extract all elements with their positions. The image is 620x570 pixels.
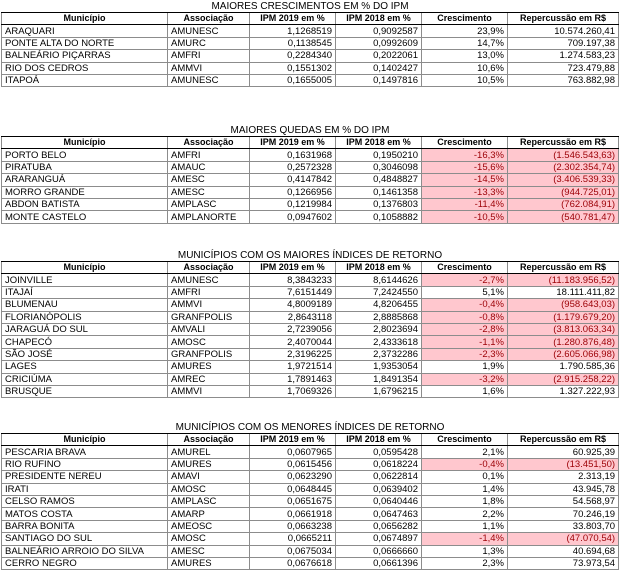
cell-repercussao[interactable]: (47.070,54) <box>508 533 619 545</box>
cell-ipm2019[interactable]: 1,7891463 <box>250 373 336 385</box>
table-row <box>2 483 619 495</box>
cell-repercussao[interactable]: (540.781,47) <box>508 211 619 223</box>
cell-associacao[interactable]: AMUNESC <box>168 25 250 37</box>
cell-repercussao[interactable]: 1.790.585,36 <box>508 361 619 373</box>
table-row <box>2 186 619 198</box>
cell-crescimento[interactable]: 5,1% <box>422 286 508 298</box>
cell-ipm2019[interactable]: 2,7239056 <box>250 323 336 335</box>
cell-associacao[interactable]: AMOSC <box>168 336 250 348</box>
cell-associacao[interactable]: GRANFPOLIS <box>168 348 250 360</box>
cell-ipm2018[interactable]: 0,2022061 <box>336 50 422 62</box>
cell-ipm2018[interactable]: 1,6796215 <box>336 385 422 397</box>
table-row <box>2 508 619 520</box>
cell-ipm2019[interactable]: 4,8009189 <box>250 299 336 311</box>
cell-municipio[interactable]: IRATI <box>2 483 168 495</box>
cell-crescimento[interactable]: -2,8% <box>422 323 508 335</box>
header-row <box>2 434 619 446</box>
cell-crescimento[interactable]: 2,3% <box>422 557 508 569</box>
cell-ipm2018[interactable]: 0,0661396 <box>336 557 422 569</box>
cell-ipm2018[interactable]: 4,8206455 <box>336 299 422 311</box>
table-row <box>2 471 619 483</box>
table-row <box>2 557 619 569</box>
table-row <box>2 373 619 385</box>
section-table-1 <box>1 0 619 87</box>
cell-municipio[interactable]: BALNEÁRIO ARROIO DO SILVA <box>2 545 168 557</box>
cell-associacao[interactable]: AMMVI <box>168 62 250 74</box>
cell-crescimento[interactable]: 23,9% <box>422 25 508 37</box>
cell-municipio[interactable]: ARAQUARI <box>2 25 168 37</box>
header-municipio: Município <box>2 137 168 149</box>
cell-crescimento[interactable]: -14,5% <box>422 174 508 186</box>
table-row <box>2 149 619 161</box>
cell-associacao[interactable]: AMESC <box>168 545 250 557</box>
section-table-3 <box>1 249 619 398</box>
table-row <box>2 211 619 223</box>
header-row <box>2 137 619 149</box>
cell-municipio[interactable]: SANTIAGO DO SUL <box>2 533 168 545</box>
table-row <box>2 348 619 360</box>
header-associacao: Associação <box>168 13 250 25</box>
cell-crescimento[interactable]: -11,4% <box>422 198 508 210</box>
header-ipm2018: IPM 2018 em % <box>336 434 422 446</box>
cell-ipm2019[interactable]: 0,0607965 <box>250 446 336 458</box>
cell-ipm2018[interactable]: 0,1950210 <box>336 149 422 161</box>
cell-municipio[interactable]: RIO DOS CEDROS <box>2 62 168 74</box>
header-crescimento: Crescimento <box>422 13 508 25</box>
cell-ipm2019[interactable]: 1,9721514 <box>250 361 336 373</box>
cell-ipm2018[interactable]: 0,0595428 <box>336 446 422 458</box>
table-row <box>2 174 619 186</box>
header-repercussao: Repercussão em R$ <box>508 434 619 446</box>
cell-ipm2019[interactable]: 0,0648445 <box>250 483 336 495</box>
cell-ipm2018[interactable]: 0,0639402 <box>336 483 422 495</box>
cell-municipio[interactable]: JARAGUÁ DO SUL <box>2 323 168 335</box>
header-ipm2018: IPM 2018 em % <box>336 137 422 149</box>
cell-ipm2019[interactable]: 0,0947602 <box>250 211 336 223</box>
table-row <box>2 545 619 557</box>
table-row <box>2 361 619 373</box>
cell-municipio[interactable]: ARARANGUÁ <box>2 174 168 186</box>
cell-municipio[interactable]: SÃO JOSÉ <box>2 348 168 360</box>
cell-ipm2019[interactable]: 8,3843233 <box>250 274 336 286</box>
table-row <box>2 286 619 298</box>
header-crescimento: Crescimento <box>422 137 508 149</box>
cell-ipm2018[interactable]: 2,3732286 <box>336 348 422 360</box>
cell-ipm2019[interactable]: 1,7069326 <box>250 385 336 397</box>
table-row <box>2 458 619 470</box>
cell-associacao[interactable]: AMVALI <box>168 323 250 335</box>
cell-associacao[interactable]: AMEOSC <box>168 520 250 532</box>
header-associacao: Associação <box>168 262 250 274</box>
cell-repercussao[interactable]: (1.179.679,20) <box>508 311 619 323</box>
section-title: MAIORES QUEDAS EM % DO IPM <box>2 124 619 137</box>
cell-ipm2018[interactable]: 2,8023694 <box>336 323 422 335</box>
cell-associacao[interactable]: AMPLASC <box>168 198 250 210</box>
cell-municipio[interactable]: FLORIANÓPOLIS <box>2 311 168 323</box>
cell-crescimento[interactable]: -15,6% <box>422 161 508 173</box>
cell-crescimento[interactable]: -1,4% <box>422 533 508 545</box>
table-row <box>2 62 619 74</box>
section-table-2 <box>1 124 619 224</box>
cell-municipio[interactable]: CELSO RAMOS <box>2 495 168 507</box>
cell-crescimento[interactable]: -3,2% <box>422 373 508 385</box>
cell-ipm2019[interactable]: 0,0675034 <box>250 545 336 557</box>
cell-associacao[interactable]: AMURES <box>168 458 250 470</box>
cell-municipio[interactable]: LAGES <box>2 361 168 373</box>
cell-ipm2018[interactable]: 1,9353054 <box>336 361 422 373</box>
cell-municipio[interactable]: PRESIDENTE NEREU <box>2 471 168 483</box>
cell-crescimento[interactable]: 1,6% <box>422 385 508 397</box>
cell-ipm2019[interactable]: 0,4147842 <box>250 174 336 186</box>
section-table-4 <box>1 421 619 570</box>
header-associacao: Associação <box>168 434 250 446</box>
cell-repercussao[interactable]: (944.725,01) <box>508 186 619 198</box>
cell-repercussao[interactable]: (13.451,50) <box>508 458 619 470</box>
cell-associacao[interactable]: AMFRI <box>168 50 250 62</box>
table-row <box>2 495 619 507</box>
cell-ipm2018[interactable]: 0,0992609 <box>336 37 422 49</box>
cell-crescimento[interactable]: -16,3% <box>422 149 508 161</box>
cell-ipm2018[interactable]: 0,9092587 <box>336 25 422 37</box>
cell-repercussao[interactable]: 1.327.222,93 <box>508 385 619 397</box>
cell-ipm2019[interactable]: 0,0623290 <box>250 471 336 483</box>
header-associacao: Associação <box>168 137 250 149</box>
cell-municipio[interactable]: BRUSQUE <box>2 385 168 397</box>
cell-ipm2019[interactable]: 1,1268519 <box>250 25 336 37</box>
cell-repercussao[interactable]: 43.945,78 <box>508 483 619 495</box>
table-row <box>2 336 619 348</box>
cell-repercussao[interactable]: (762.084,91) <box>508 198 619 210</box>
cell-repercussao[interactable]: 54.568,97 <box>508 495 619 507</box>
table-row <box>2 37 619 49</box>
cell-repercussao[interactable]: 1.274.583,23 <box>508 50 619 62</box>
cell-ipm2018[interactable]: 2,4333618 <box>336 336 422 348</box>
cell-associacao[interactable]: AMOSC <box>168 483 250 495</box>
cell-repercussao[interactable]: 10.574.260,41 <box>508 25 619 37</box>
cell-ipm2019[interactable]: 0,1138545 <box>250 37 336 49</box>
cell-associacao[interactable]: GRANFPOLIS <box>168 311 250 323</box>
cell-ipm2019[interactable]: 0,1655005 <box>250 74 336 86</box>
cell-repercussao[interactable]: 2.313,19 <box>508 471 619 483</box>
cell-ipm2018[interactable]: 0,0622814 <box>336 471 422 483</box>
cell-ipm2018[interactable]: 0,0674897 <box>336 533 422 545</box>
cell-associacao[interactable]: AMURES <box>168 557 250 569</box>
cell-municipio[interactable]: PIRATUBA <box>2 161 168 173</box>
header-crescimento: Crescimento <box>422 434 508 446</box>
cell-municipio[interactable]: ITAPOÁ <box>2 74 168 86</box>
cell-ipm2018[interactable]: 0,0647463 <box>336 508 422 520</box>
section-title: MUNICÍPIOS COM OS MENORES ÍNDICES DE RETORNO <box>2 421 619 434</box>
cell-municipio[interactable]: ITAJAÍ <box>2 286 168 298</box>
cell-municipio[interactable]: MONTE CASTELO <box>2 211 168 223</box>
cell-ipm2018[interactable]: 0,1497816 <box>336 74 422 86</box>
cell-ipm2018[interactable]: 7,2424550 <box>336 286 422 298</box>
table-row <box>2 520 619 532</box>
cell-ipm2018[interactable]: 0,0618224 <box>336 458 422 470</box>
cell-ipm2019[interactable]: 0,0651675 <box>250 495 336 507</box>
cell-repercussao[interactable]: (2.605.066,98) <box>508 348 619 360</box>
cell-crescimento[interactable]: -2,3% <box>422 348 508 360</box>
cell-municipio[interactable]: RIO RUFINO <box>2 458 168 470</box>
header-ipm2019: IPM 2019 em % <box>250 13 336 25</box>
cell-ipm2019[interactable]: 2,8643118 <box>250 311 336 323</box>
cell-crescimento[interactable]: 1,9% <box>422 361 508 373</box>
cell-crescimento[interactable]: 10,6% <box>422 62 508 74</box>
cell-ipm2018[interactable]: 0,3046098 <box>336 161 422 173</box>
cell-crescimento[interactable]: 1,3% <box>422 545 508 557</box>
cell-crescimento[interactable]: -0,4% <box>422 299 508 311</box>
section-title: MAIORES CRESCIMENTOS EM % DO IPM <box>2 0 619 13</box>
section-title: MUNICÍPIOS COM OS MAIORES ÍNDICES DE RETORNO <box>2 249 619 262</box>
header-municipio: Município <box>2 262 168 274</box>
cell-repercussao[interactable]: 60.925,39 <box>508 446 619 458</box>
cell-repercussao[interactable]: 723.479,88 <box>508 62 619 74</box>
table-row <box>2 25 619 37</box>
header-ipm2019: IPM 2019 em % <box>250 434 336 446</box>
cell-ipm2019[interactable]: 0,0615456 <box>250 458 336 470</box>
cell-ipm2018[interactable]: 0,1402427 <box>336 62 422 74</box>
header-crescimento: Crescimento <box>422 262 508 274</box>
cell-crescimento[interactable]: 1,8% <box>422 495 508 507</box>
cell-ipm2019[interactable]: 7,6151449 <box>250 286 336 298</box>
cell-ipm2019[interactable]: 0,0663238 <box>250 520 336 532</box>
cell-ipm2019[interactable]: 0,1631968 <box>250 149 336 161</box>
cell-associacao[interactable]: AMESC <box>168 174 250 186</box>
cell-ipm2019[interactable]: 0,0676618 <box>250 557 336 569</box>
cell-ipm2018[interactable]: 2,8885868 <box>336 311 422 323</box>
header-municipio: Município <box>2 434 168 446</box>
cell-associacao[interactable]: AMPLASC <box>168 495 250 507</box>
cell-crescimento[interactable]: 1,4% <box>422 483 508 495</box>
table-row <box>2 74 619 86</box>
cell-ipm2019[interactable]: 0,0661918 <box>250 508 336 520</box>
cell-ipm2019[interactable]: 2,4070044 <box>250 336 336 348</box>
table-row <box>2 385 619 397</box>
cell-repercussao[interactable]: 33.803,70 <box>508 520 619 532</box>
cell-crescimento[interactable]: -2,7% <box>422 274 508 286</box>
cell-repercussao[interactable]: (11.183.956,52) <box>508 274 619 286</box>
cell-repercussao[interactable]: (1.546.543,63) <box>508 149 619 161</box>
cell-municipio[interactable]: BALNEÁRIO PIÇARRAS <box>2 50 168 62</box>
table-row <box>2 161 619 173</box>
table-row <box>2 323 619 335</box>
cell-ipm2019[interactable]: 0,2572328 <box>250 161 336 173</box>
cell-repercussao[interactable]: (2.915.258,22) <box>508 373 619 385</box>
cell-crescimento[interactable]: -13,3% <box>422 186 508 198</box>
cell-ipm2019[interactable]: 0,1219984 <box>250 198 336 210</box>
cell-associacao[interactable]: AMURC <box>168 37 250 49</box>
cell-repercussao[interactable]: 40.694,68 <box>508 545 619 557</box>
cell-ipm2018[interactable]: 0,4848827 <box>336 174 422 186</box>
cell-associacao[interactable]: AMAVI <box>168 471 250 483</box>
cell-ipm2018[interactable]: 8,6144626 <box>336 274 422 286</box>
table-row <box>2 299 619 311</box>
cell-crescimento[interactable]: 10,5% <box>422 74 508 86</box>
cell-municipio[interactable]: BARRA BONITA <box>2 520 168 532</box>
cell-crescimento[interactable]: 2,2% <box>422 508 508 520</box>
cell-crescimento[interactable]: -0,8% <box>422 311 508 323</box>
cell-crescimento[interactable]: 2,1% <box>422 446 508 458</box>
cell-crescimento[interactable]: 14,7% <box>422 37 508 49</box>
cell-ipm2018[interactable]: 1,8491354 <box>336 373 422 385</box>
cell-ipm2018[interactable]: 0,0656282 <box>336 520 422 532</box>
cell-municipio[interactable]: PORTO BELO <box>2 149 168 161</box>
cell-municipio[interactable]: BLUMENAU <box>2 299 168 311</box>
cell-associacao[interactable]: AMURES <box>168 361 250 373</box>
cell-ipm2018[interactable]: 0,1461358 <box>336 186 422 198</box>
table-row <box>2 274 619 286</box>
cell-repercussao[interactable]: (2.302.354,74) <box>508 161 619 173</box>
cell-ipm2018[interactable]: 0,0640446 <box>336 495 422 507</box>
cell-crescimento[interactable]: -1,1% <box>422 336 508 348</box>
cell-associacao[interactable]: AMOSC <box>168 533 250 545</box>
cell-repercussao[interactable]: 70.246,19 <box>508 508 619 520</box>
header-ipm2019: IPM 2019 em % <box>250 262 336 274</box>
cell-crescimento[interactable]: 0,1% <box>422 471 508 483</box>
cell-municipio[interactable]: PONTE ALTA DO NORTE <box>2 37 168 49</box>
header-repercussao: Repercussão em R$ <box>508 137 619 149</box>
cell-municipio[interactable]: JOINVILLE <box>2 274 168 286</box>
cell-ipm2018[interactable]: 0,1376803 <box>336 198 422 210</box>
table-row <box>2 533 619 545</box>
cell-associacao[interactable]: AMUNESC <box>168 74 250 86</box>
cell-repercussao[interactable]: (1.280.876,48) <box>508 336 619 348</box>
cell-crescimento[interactable]: -10,5% <box>422 211 508 223</box>
cell-associacao[interactable]: AMESC <box>168 186 250 198</box>
cell-municipio[interactable]: ABDON BATISTA <box>2 198 168 210</box>
header-ipm2019: IPM 2019 em % <box>250 137 336 149</box>
cell-ipm2019[interactable]: 0,2284340 <box>250 50 336 62</box>
header-row <box>2 262 619 274</box>
header-repercussao: Repercussão em R$ <box>508 13 619 25</box>
cell-crescimento[interactable]: -0,4% <box>422 458 508 470</box>
cell-associacao[interactable]: AMPLANORTE <box>168 211 250 223</box>
cell-associacao[interactable]: AMFRI <box>168 149 250 161</box>
cell-municipio[interactable]: CERRO NEGRO <box>2 557 168 569</box>
cell-crescimento[interactable]: 13,0% <box>422 50 508 62</box>
header-ipm2018: IPM 2018 em % <box>336 13 422 25</box>
table-row <box>2 50 619 62</box>
cell-municipio[interactable]: CHAPECÓ <box>2 336 168 348</box>
cell-repercussao[interactable]: (3.813.063,34) <box>508 323 619 335</box>
header-repercussao: Repercussão em R$ <box>508 262 619 274</box>
cell-associacao[interactable]: AMUNESC <box>168 274 250 286</box>
cell-repercussao[interactable]: 763.882,98 <box>508 74 619 86</box>
cell-associacao[interactable]: AMAUC <box>168 161 250 173</box>
cell-ipm2019[interactable]: 0,0665211 <box>250 533 336 545</box>
cell-ipm2018[interactable]: 0,0666660 <box>336 545 422 557</box>
cell-associacao[interactable]: AMMVI <box>168 299 250 311</box>
header-row <box>2 13 619 25</box>
cell-repercussao[interactable]: 709.197,38 <box>508 37 619 49</box>
header-municipio: Município <box>2 13 168 25</box>
cell-associacao[interactable]: AMARP <box>168 508 250 520</box>
header-ipm2018: IPM 2018 em % <box>336 262 422 274</box>
cell-repercussao[interactable]: 73.973,54 <box>508 557 619 569</box>
cell-repercussao[interactable]: 18.111.411,82 <box>508 286 619 298</box>
table-row <box>2 446 619 458</box>
cell-ipm2019[interactable]: 2,3196225 <box>250 348 336 360</box>
cell-municipio[interactable]: MATOS COSTA <box>2 508 168 520</box>
cell-ipm2018[interactable]: 0,1058882 <box>336 211 422 223</box>
cell-associacao[interactable]: AMREC <box>168 373 250 385</box>
cell-associacao[interactable]: AMFRI <box>168 286 250 298</box>
cell-ipm2019[interactable]: 0,1551302 <box>250 62 336 74</box>
cell-ipm2019[interactable]: 0,1266956 <box>250 186 336 198</box>
cell-crescimento[interactable]: 1,1% <box>422 520 508 532</box>
cell-associacao[interactable]: AMMVI <box>168 385 250 397</box>
cell-repercussao[interactable]: (3.406.539,33) <box>508 174 619 186</box>
cell-associacao[interactable]: AMUREL <box>168 446 250 458</box>
cell-municipio[interactable]: PESCARIA BRAVA <box>2 446 168 458</box>
cell-repercussao[interactable]: (958.643,03) <box>508 299 619 311</box>
table-row <box>2 311 619 323</box>
cell-municipio[interactable]: CRICIÚMA <box>2 373 168 385</box>
table-row <box>2 198 619 210</box>
cell-municipio[interactable]: MORRO GRANDE <box>2 186 168 198</box>
